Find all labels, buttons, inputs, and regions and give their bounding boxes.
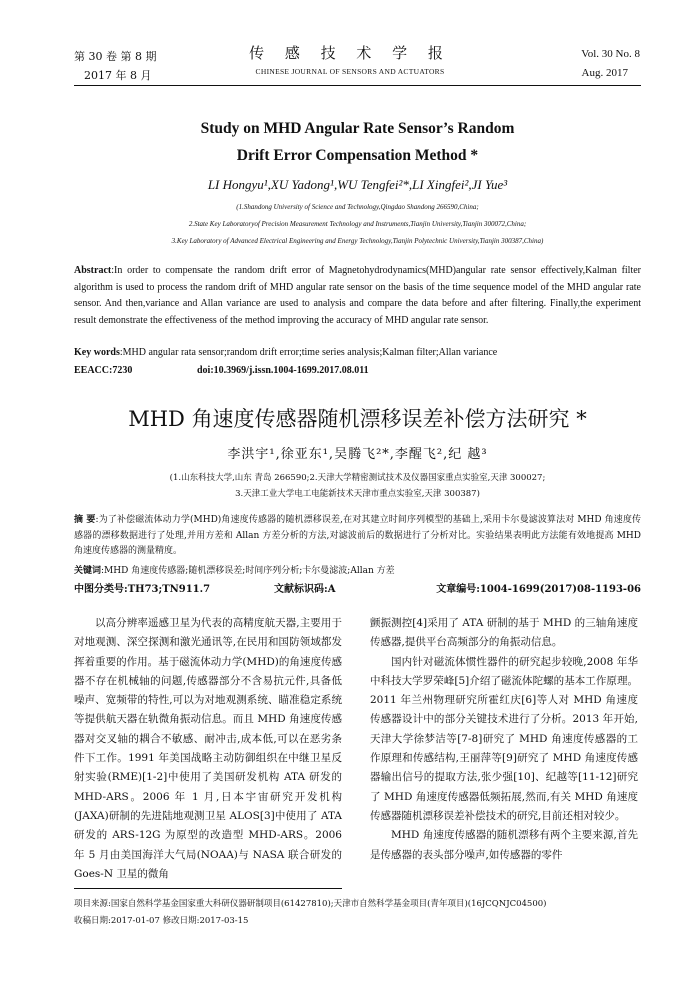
keywords-en-text: :MHD angular rata sensor;random drift error;time series analysis;Kalman filter;Allan variance <box>119 347 498 358</box>
abstract-cn <box>74 513 641 560</box>
affiliation-en-3: 3.Key Laboratory of Advanced Electrical Engineering and Energy Technology,Tianjin Polytechnic University,Tianjin 300387,China) <box>171 237 544 245</box>
footnote-dates: 收稿日期:2017-01-07 修改日期:2017-03-15 <box>74 916 249 926</box>
body-paragraph-continued: 颤振测控[4]采用了 ATA 研制的基于 MHD 的三轴角速度传感器,提供平台高频部分的角振动信息。 <box>370 617 638 649</box>
keywords-en-label: Key words <box>74 347 120 358</box>
eeacc-code: EEACC:7230 <box>74 365 133 376</box>
title-cn: MHD 角速度传感器随机漂移误差补偿方法研究 * <box>128 407 587 431</box>
affiliation-cn-2: 3.天津工业大学电工电能新技术天津市重点实验室,天津 300387) <box>235 489 480 499</box>
footnote-funding: 项目来源:国家自然科学基金国家重大科研仪器研制项目(61427810);天津市自然科学基金项目(青年项目)(16JCQNJC04500) <box>74 899 547 909</box>
keywords-cn <box>74 563 641 576</box>
article-number: 文章编号:1004-1699(2017)08-1193-06 <box>436 584 641 595</box>
abstract-en <box>74 263 641 329</box>
volume-issue-en: Vol. 30 No. 8 <box>581 48 640 60</box>
doi-link[interactable]: doi:10.3969/j.issn.1004-1699.2017.08.011 <box>197 365 369 376</box>
title-en-line2: Drift Error Compensation Method * <box>236 147 479 164</box>
abstract-en-label: Abstract <box>74 265 112 276</box>
body-paragraph: 以高分辨率遥感卫星为代表的高精度航天器,主要用于对地观测、深空探测和激光通讯等,在民用和国防领域都发挥着重要的作用。基于磁流体动力学(MHD)的角速度传感器不存在机械轴的问题,传感器部分不含易抗元件,具备低噪声、宽频带的特性,可以为对地观测系统、瞄准稳定系统等提供航天器在轨微角振动信息。而且 MHD 角速度传感器对交叉轴的耦合不敏感、耐冲击,成本低,可以在恶劣条件下工作。1991 年美国战略主动防御组织在中继卫星反射实验(RME)[1-2]中使用了美国研发机构 ATA 研发的 MHD-ARS。2006 年 1 月,日本宇宙研究开发机构(JAXA)研制的先进陆地观测卫星 ALOS[3]中使用了 ATA 研发的 ARS-12G 为原型的改造型 MHD-ARS。2006 年 5 月由美国海洋大气局(NOAA)与 NASA 联合研发的 Goes-N 卫星的微角 <box>74 617 342 880</box>
journal-title-en: CHINESE JOURNAL OF SENSORS AND ACTUATORS <box>255 67 445 76</box>
authors-en: LI Hongyu¹,XU Yadong¹,WU Tengfei²*,LI Xingfei²,JI Yue³ <box>207 177 508 192</box>
document-code: 文献标识码:A <box>274 584 336 595</box>
affiliation-en-1: (1.Shandong University of Science and Technology,Qingdao Shandong 266590,China; <box>236 203 479 211</box>
abstract-cn-text: :为了补偿磁流体动力学(MHD)角速度传感器的随机漂移误差,在对其建立时间序列模型的基础上,采用卡尔曼滤波算法对 MHD 角速度传感器的漂移数据进行了处理,并用方差和 Allan 方差分析的方法,对滤波前后的数据进行了分析对比。实验结果表明此方法能有效地提高 MHD 角速度传感器的测量精度。 <box>74 515 641 556</box>
body-column-right <box>370 614 638 865</box>
clc-number: 中图分类号:TH73;TN911.7 <box>74 584 211 595</box>
abstract-cn-label: 摘 要 <box>74 515 96 525</box>
eeacc-doi-row <box>74 365 369 376</box>
classification-row <box>74 580 641 594</box>
journal-title-cn: 传 感 技 术 学 报 <box>249 44 451 62</box>
title-en-line1: Study on MHD Angular Rate Sensor’s Random <box>200 120 515 137</box>
footnote-rule <box>74 888 342 889</box>
body-column-left <box>74 614 342 884</box>
affiliation-cn-1: (1.山东科技大学,山东 青岛 266590;2.天津大学精密测试技术及仪器国家重点实验室,天津 300027; <box>169 473 546 483</box>
body-paragraph: MHD 角速度传感器的随机漂移有两个主要来源,首先是传感器的表头部分噪声,如传感器的零件 <box>370 829 638 861</box>
keywords-cn-text: :MHD 角速度传感器;随机漂移误差;时间序列分析;卡尔曼滤波;Allan 方差 <box>101 566 395 576</box>
keywords-en <box>74 347 641 358</box>
affiliation-en-2: 2.State Key Laboratoryof Precision Measurement Technology and Instruments,Tianjin University,Tianjin 300072,China; <box>188 220 527 228</box>
abstract-en-text: :In order to compensate the random drift error of Magnetohydrodynamics(MHD)angular rate sensor effectively,Kalman filter algorithm is used to process the random drift of MHD angular rate sensor on the basis of the time sequence model of the MHD angular rate sensor. And then,variance and Allan variance are used to analysis and compare the data before and after filtering. Finally,the experiment result demonstrate the effectiveness of the method improving the accuracy of MHD angular rate sensor. <box>74 265 641 326</box>
volume-issue-cn: 第 30 卷 第 8 期 <box>74 50 157 63</box>
authors-cn: 李洪宇¹,徐亚东¹,吴腾飞²*,李醒飞²,纪 越³ <box>227 447 488 462</box>
keywords-cn-label: 关键词 <box>74 566 102 576</box>
date-cn: 2017 年 8 月 <box>84 69 152 82</box>
body-paragraph: 国内针对磁流体惯性器件的研究起步较晚,2008 年华中科技大学罗荣峰[5]介绍了磁流体陀螺的基本工作原理。2011 年兰州物理研究所霍红庆[6]等人对 MHD 角速度传感器设计中的部分关键技术进行了分析。2013 年开始,天津大学徐梦洁等[7-8]研究了 MHD 角速度传感器的工作原理和传感结构,王丽萍等[9]研究了 MHD 角速度传感器输出信号的提取方法,张少强[10]、纪越等[11-12]研究了 MHD 角速度传感器低频拓展,然而,有关 MHD 角速度传感器随机漂移误差补偿技术的研究,目前还相对较少。 <box>370 655 638 822</box>
header-rule <box>74 85 641 86</box>
date-en: Aug. 2017 <box>581 67 628 79</box>
